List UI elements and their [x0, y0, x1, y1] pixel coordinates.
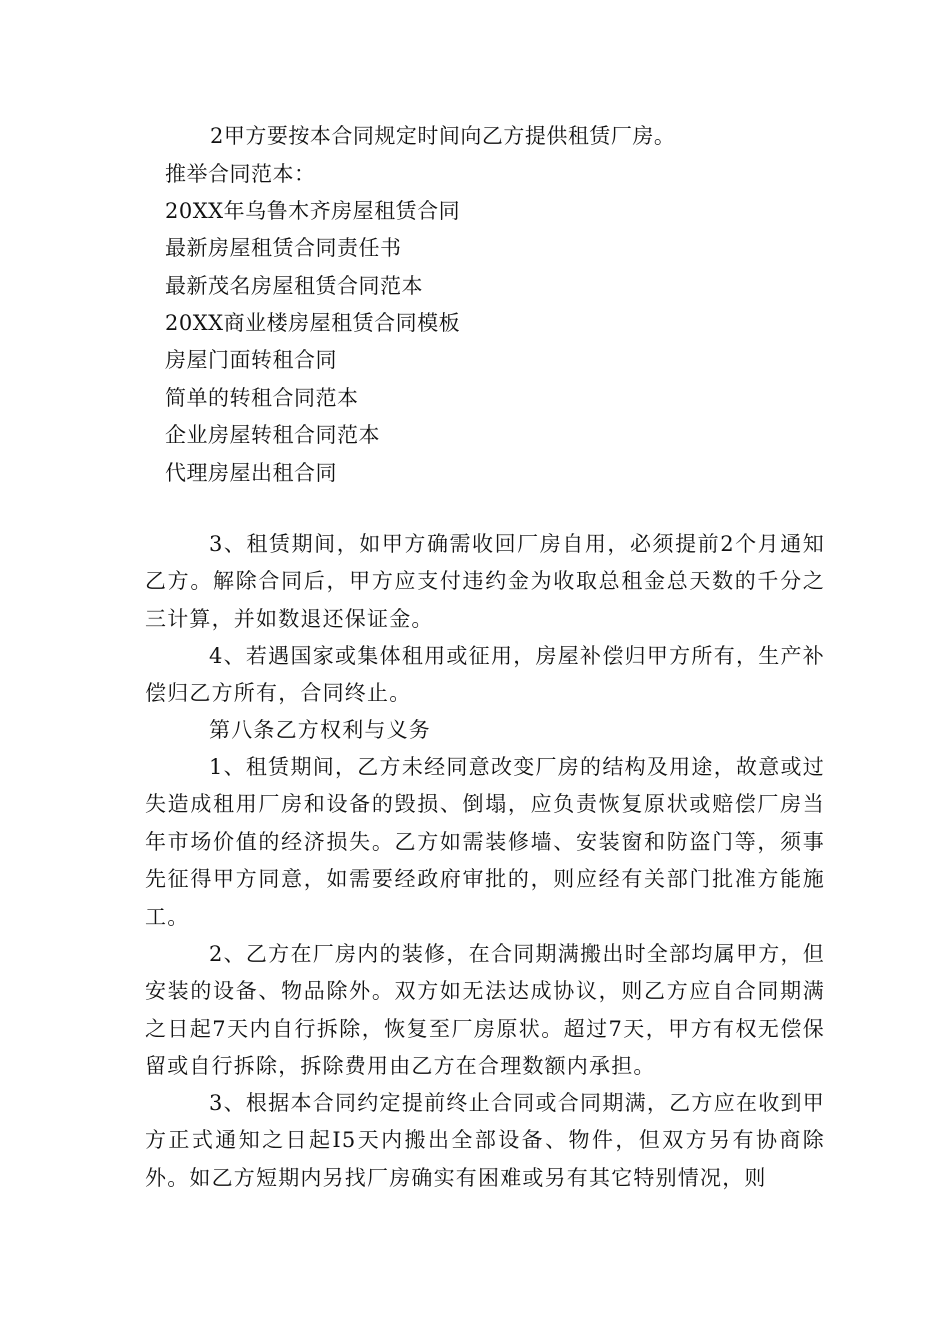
- paragraph: 1、租赁期间，乙方未经同意改变厂房的结构及用途，故意或过失造成租用厂房和设备的毁损、倒塌，应负责恢复原状或赔偿厂房当年市场价值的经济损失。乙方如需装修墙、安装窗和防盗门等，须事先征得甲方同意，如需要经政府审批的，则应经有关部门批准方能施工。: [145, 755, 825, 929]
- recommend-link[interactable]: 最新房屋租赁合同责任书: [165, 236, 402, 260]
- paragraph: 3、租赁期间，如甲方确需收回厂房自用，必须提前2个月通知乙方。解除合同后，甲方应支付违约金为收取总租金总天数的千分之三计算，并如数退还保证金。: [145, 532, 825, 631]
- recommend-heading: 推举合同范本：: [165, 162, 316, 186]
- recommend-link[interactable]: 最新茂名房屋租赁合同范本: [165, 274, 423, 298]
- recommend-link[interactable]: 企业房屋转租合同范本: [165, 423, 380, 447]
- recommend-link[interactable]: 代理房屋出租合同: [165, 461, 337, 485]
- recommend-link[interactable]: 20XX商业楼房屋租赁合同模板: [165, 311, 461, 335]
- section-heading: 第八条乙方权利与义务: [209, 718, 431, 742]
- intro-item: 2甲方要按本合同规定时间向乙方提供租赁厂房。: [210, 124, 676, 148]
- paragraph: 4、若遇国家或集体租用或征用，房屋补偿归甲方所有，生产补偿归乙方所有，合同终止。: [145, 644, 825, 706]
- paragraph: 2、乙方在厂房内的装修，在合同期满搬出时全部均属甲方，但安装的设备、物品除外。双方如无法达成协议，则乙方应自合同期满之日起7天内自行拆除，恢复至厂房原状。超过7天，甲方有权无偿保留或自行拆除，拆除费用由乙方在合理数额内承担。: [145, 942, 825, 1079]
- recommend-link[interactable]: 房屋门面转租合同: [165, 348, 337, 372]
- recommend-link[interactable]: 简单的转租合同范本: [165, 386, 359, 410]
- paragraph: 3、根据本合同约定提前终止合同或合同期满，乙方应在收到甲方正式通知之日起I5天内搬出全部设备、物件，但双方另有协商除外。如乙方短期内另找厂房确实有困难或另有其它特别情况，则: [145, 1091, 825, 1190]
- recommend-link[interactable]: 20XX年乌鲁木齐房屋租赁合同: [165, 199, 461, 223]
